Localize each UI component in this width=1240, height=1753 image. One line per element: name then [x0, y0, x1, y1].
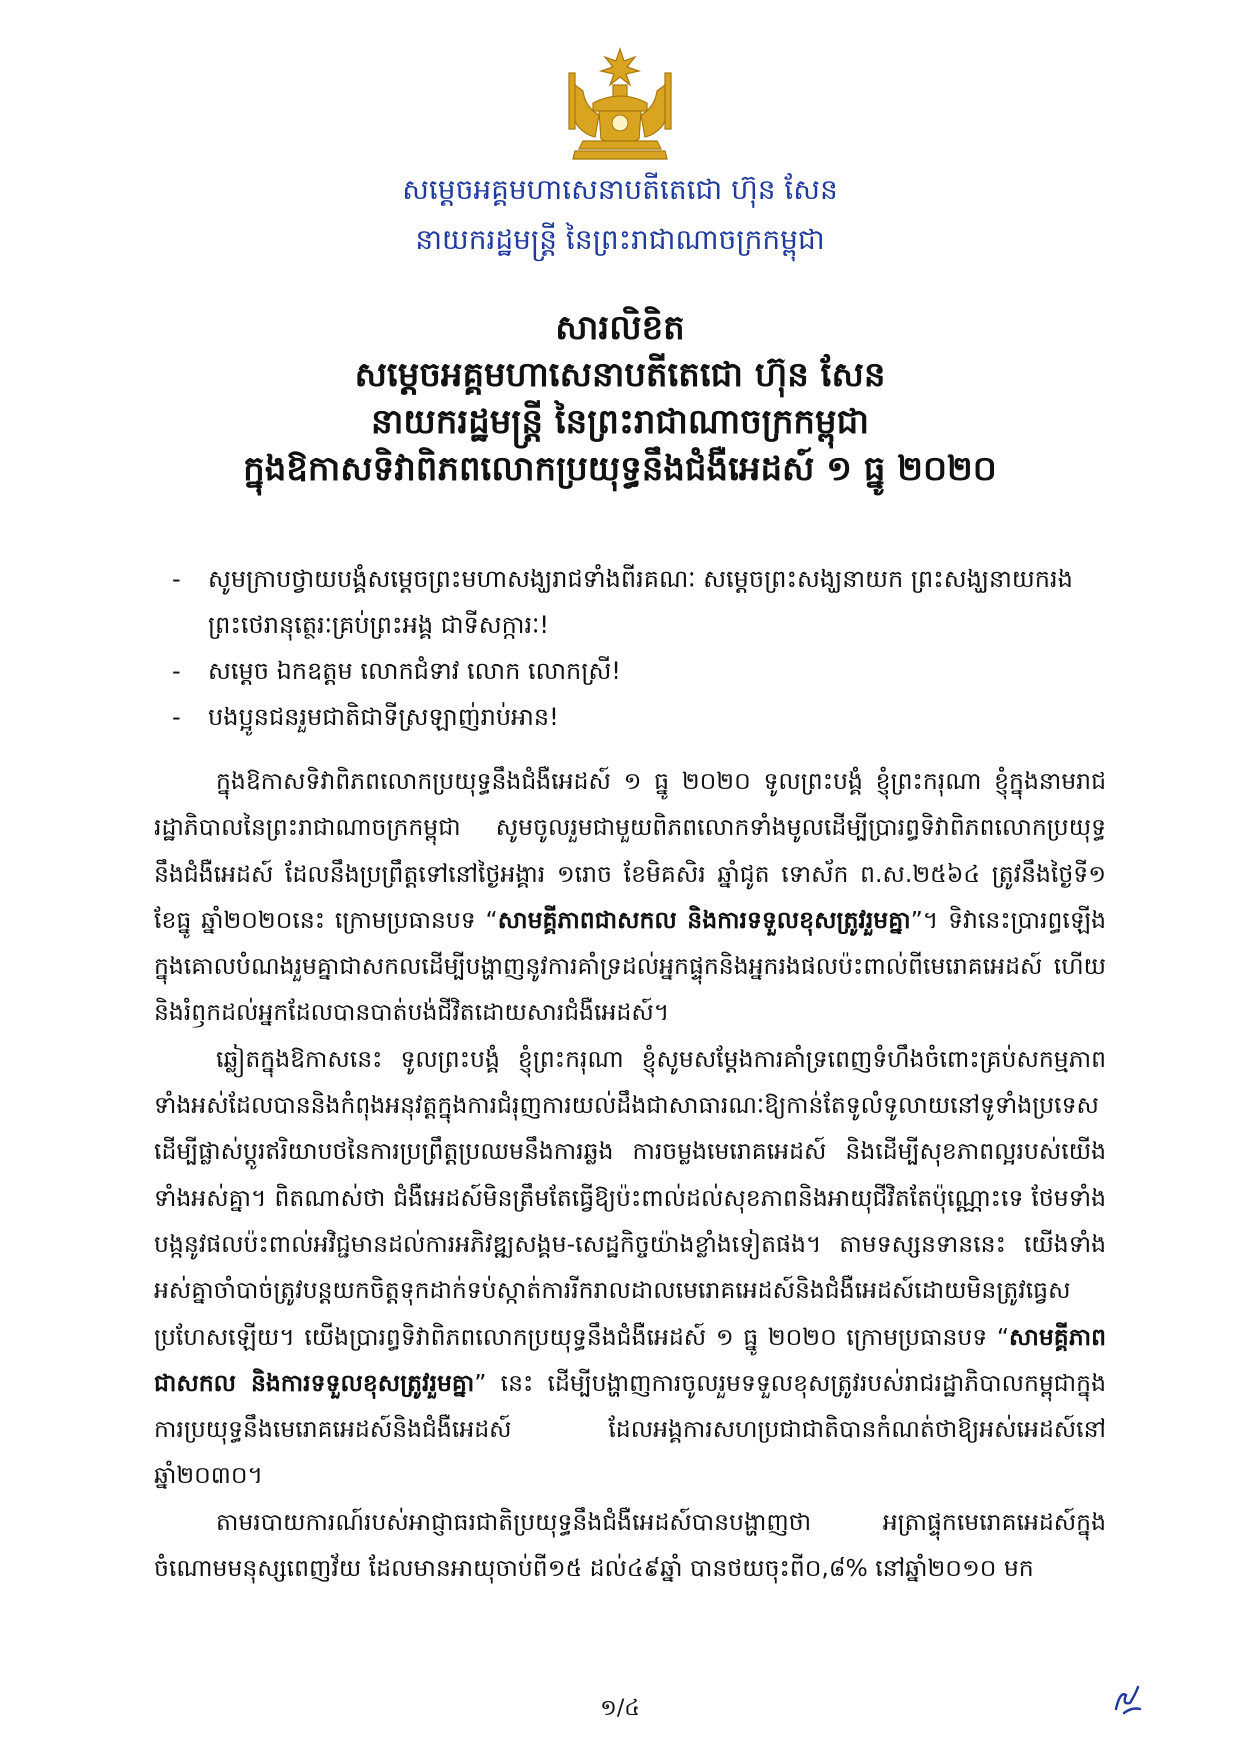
paragraph-2: ឆ្លៀតក្នុងឱកាសនេះ ទូលព្រះបង្គំ ខ្ញុំព្រះករុណា ខ្ញុំសូមសម្តែងការគាំទ្រពេញទំហឹងចំពោះគ្រប់សកម្មភាពទាំងអស់ដែលបាននិងកំពុងអនុវត្តក្នុងការជំរុញការយល់ដឹងជាសាធារណៈឱ្យកាន់តែទូលំទូលាយនៅទូទាំងប្រទេស ដើម្បីផ្លាស់ប្តូរឥរិយាបថនៃការប្រព្រឹត្តប្រឈមនឹងការឆ្លង ការចម្លងមេរោគអេដស៍ និងដើម្បីសុខភាពល្អរបស់យើងទាំងអស់គ្នា។ ពិតណាស់ថា ជំងឺអេដស៍មិនត្រឹមតែធ្វើឱ្យប៉ះពាល់ដល់សុខភាពនិងអាយុជីវិតតែប៉ុណ្ណោះទេ ថែមទាំងបង្កនូវផលប៉ះពាល់អវិជ្ជមានដល់ការអភិវឌ្ឍសង្គម-សេដ្ឋកិច្ចយ៉ាងខ្លាំងទៀតផង។ តាមទស្សនទាននេះ យើងទាំងអស់គ្នាចាំបាច់ត្រូវបន្តយកចិត្តទុកដាក់ទប់ស្កាត់ការរីករាលដាលមេរោគអេដស៍និងជំងឺអេដស៍ដោយមិនត្រូវធ្វេសប្រហែសឡើយ។ យើងប្រារព្ធទិវាពិភពលោកប្រយុទ្ធនឹងជំងឺអេដស៍ ១ ធ្នូ ២០២០ ក្រោមប្រធានបទ “សាមគ្គីភាពជាសកល និងការទទួលខុសត្រូវរួមគ្នា” នេះ ដើម្បីបង្ហាញការចូលរួមទទួលខុសត្រូវរបស់រាជរដ្ឋាភិបាលកម្ពុជាក្នុងការប្រយុទ្ធនឹងមេរោគអេដស៍និងជំងឺអេដស៍ ដែលអង្គការសហប្រជាជាតិបានកំណត់ថាឱ្យអស់អេដស៍នៅឆ្នាំ២០៣០។: [154, 1044, 1106, 1490]
salutation-item: - សម្តេច ឯកឧត្តម លោកជំទាវ លោក លោកស្រី!: [172, 648, 1102, 694]
salutation-text: សូមក្រាបថ្វាយបង្គំសម្តេចព្រះមហាសង្ឃរាជទាំងពីរគណៈ សម្តេចព្រះសង្ឃនាយក ព្រះសង្ឃនាយករង ព្រះថេរានុត្ថេរៈគ្រប់ព្រះអង្គ ជាទីសក្ការៈ!: [208, 565, 1073, 639]
salutation-text: សម្តេច ឯកឧត្តម លោកជំទាវ លោក លោកស្រី!: [208, 657, 621, 685]
title-line-4: ក្នុងឱកាសទិវាពិភពលោកប្រយុទ្ធនឹងជំងឺអេដស៍ ១ ធ្នូ ២០២០: [243, 449, 997, 489]
theme-text: សាមគ្គីភាពជាសកល និងការទទួលខុសត្រូវរួមគ្នា: [497, 905, 911, 934]
salutation-item: - បងប្អូនជនរួមជាតិជាទីស្រឡាញ់រាប់អាន!: [172, 694, 1102, 740]
header-name-line: សម្តេចអគ្គមហាសេនាបតីតេជោ ហ៊ុន សែន: [402, 173, 838, 206]
document-body: [154, 758, 1106, 1591]
title-line-3: នាយករដ្ឋមន្ត្រី នៃព្រះរាជាណាចក្រកម្ពុជា: [371, 402, 869, 442]
salutation-list: [172, 556, 1102, 740]
salutation-text: បងប្អូនជនរួមជាតិជាទីស្រឡាញ់រាប់អាន!: [208, 703, 559, 731]
document-title: [0, 305, 1240, 493]
header-title-line: នាយករដ្ឋមន្ត្រី នៃព្រះរាជាណាចក្រកម្ពុជា: [415, 223, 825, 256]
page-number: ១/៤: [600, 1696, 640, 1721]
title-line-1: សារលិខិត: [555, 308, 685, 348]
royal-emblem-icon: [555, 45, 685, 167]
paragraph-3: តាមរបាយការណ៍របស់អាជ្ញាធរជាតិប្រយុទ្ធនឹងជំងឺអេដស៍បានបង្ហាញថា អត្រាផ្ទុកមេរោគអេដស៍ក្នុងចំណោមមនុស្សពេញវ័យ ដែលមានអាយុចាប់ពី១៥ ដល់៤៩ឆ្នាំ បានថយចុះពី០,៨% នៅឆ្នាំ២០១០ មក: [154, 1507, 1106, 1583]
title-line-2: សម្តេចអគ្គមហាសេនាបតីតេជោ ហ៊ុន សែន: [354, 355, 886, 395]
theme-text: សាមគ្គីភាពជាសកល និងការទទួលខុសត្រូវរួមគ្នា: [154, 1322, 1106, 1397]
paragraph-1: ក្នុងឱកាសទិវាពិភពលោកប្រយុទ្ធនឹងជំងឺអេដស៍ ១ ធ្នូ ២០២០ ទូលព្រះបង្គំ ខ្ញុំព្រះករុណា ខ្ញុំក្នុងនាមរាជរដ្ឋាភិបាលនៃព្រះរាជាណាចក្រកម្ពុជា សូមចូលរួមជាមួយពិភពលោកទាំងមូលដើម្បីប្រារព្ធទិវាពិភពលោកប្រយុទ្ធនឹងជំងឺអេដស៍ ដែលនឹងប្រព្រឹត្តទៅនៅថ្ងៃអង្គារ ១រោច ខែមិគសិរ ឆ្នាំជូត ទោស័ក ព.ស.២៥៦៤ ត្រូវនឹងថ្ងៃទី១ ខែធ្នូ ឆ្នាំ២០២០នេះ ក្រោមប្រធានបទ “សាមគ្គីភាពជាសកល និងការទទួលខុសត្រូវរួមគ្នា”។ ទិវានេះប្រារព្ធឡើងក្នុងគោលបំណងរួមគ្នាជាសកលដើម្បីបង្ហាញនូវការគាំទ្រដល់អ្នកផ្ទុកនិងអ្នករងផលប៉ះពាល់ពីមេរោគអេដស៍ ហើយនិងរំឭកដល់អ្នកដែលបានបាត់បង់ជីវិតដោយសារជំងឺអេដស៍។: [154, 767, 1106, 1027]
salutation-item: - សូមក្រាបថ្វាយបង្គំសម្តេចព្រះមហាសង្ឃរាជទាំងពីរគណៈ សម្តេចព្រះសង្ឃនាយក ព្រះសង្ឃនាយករង ព្រះថេរានុត្ថេរៈគ្រប់ព្រះអង្គ ជាទីសក្ការៈ!: [172, 556, 1102, 648]
